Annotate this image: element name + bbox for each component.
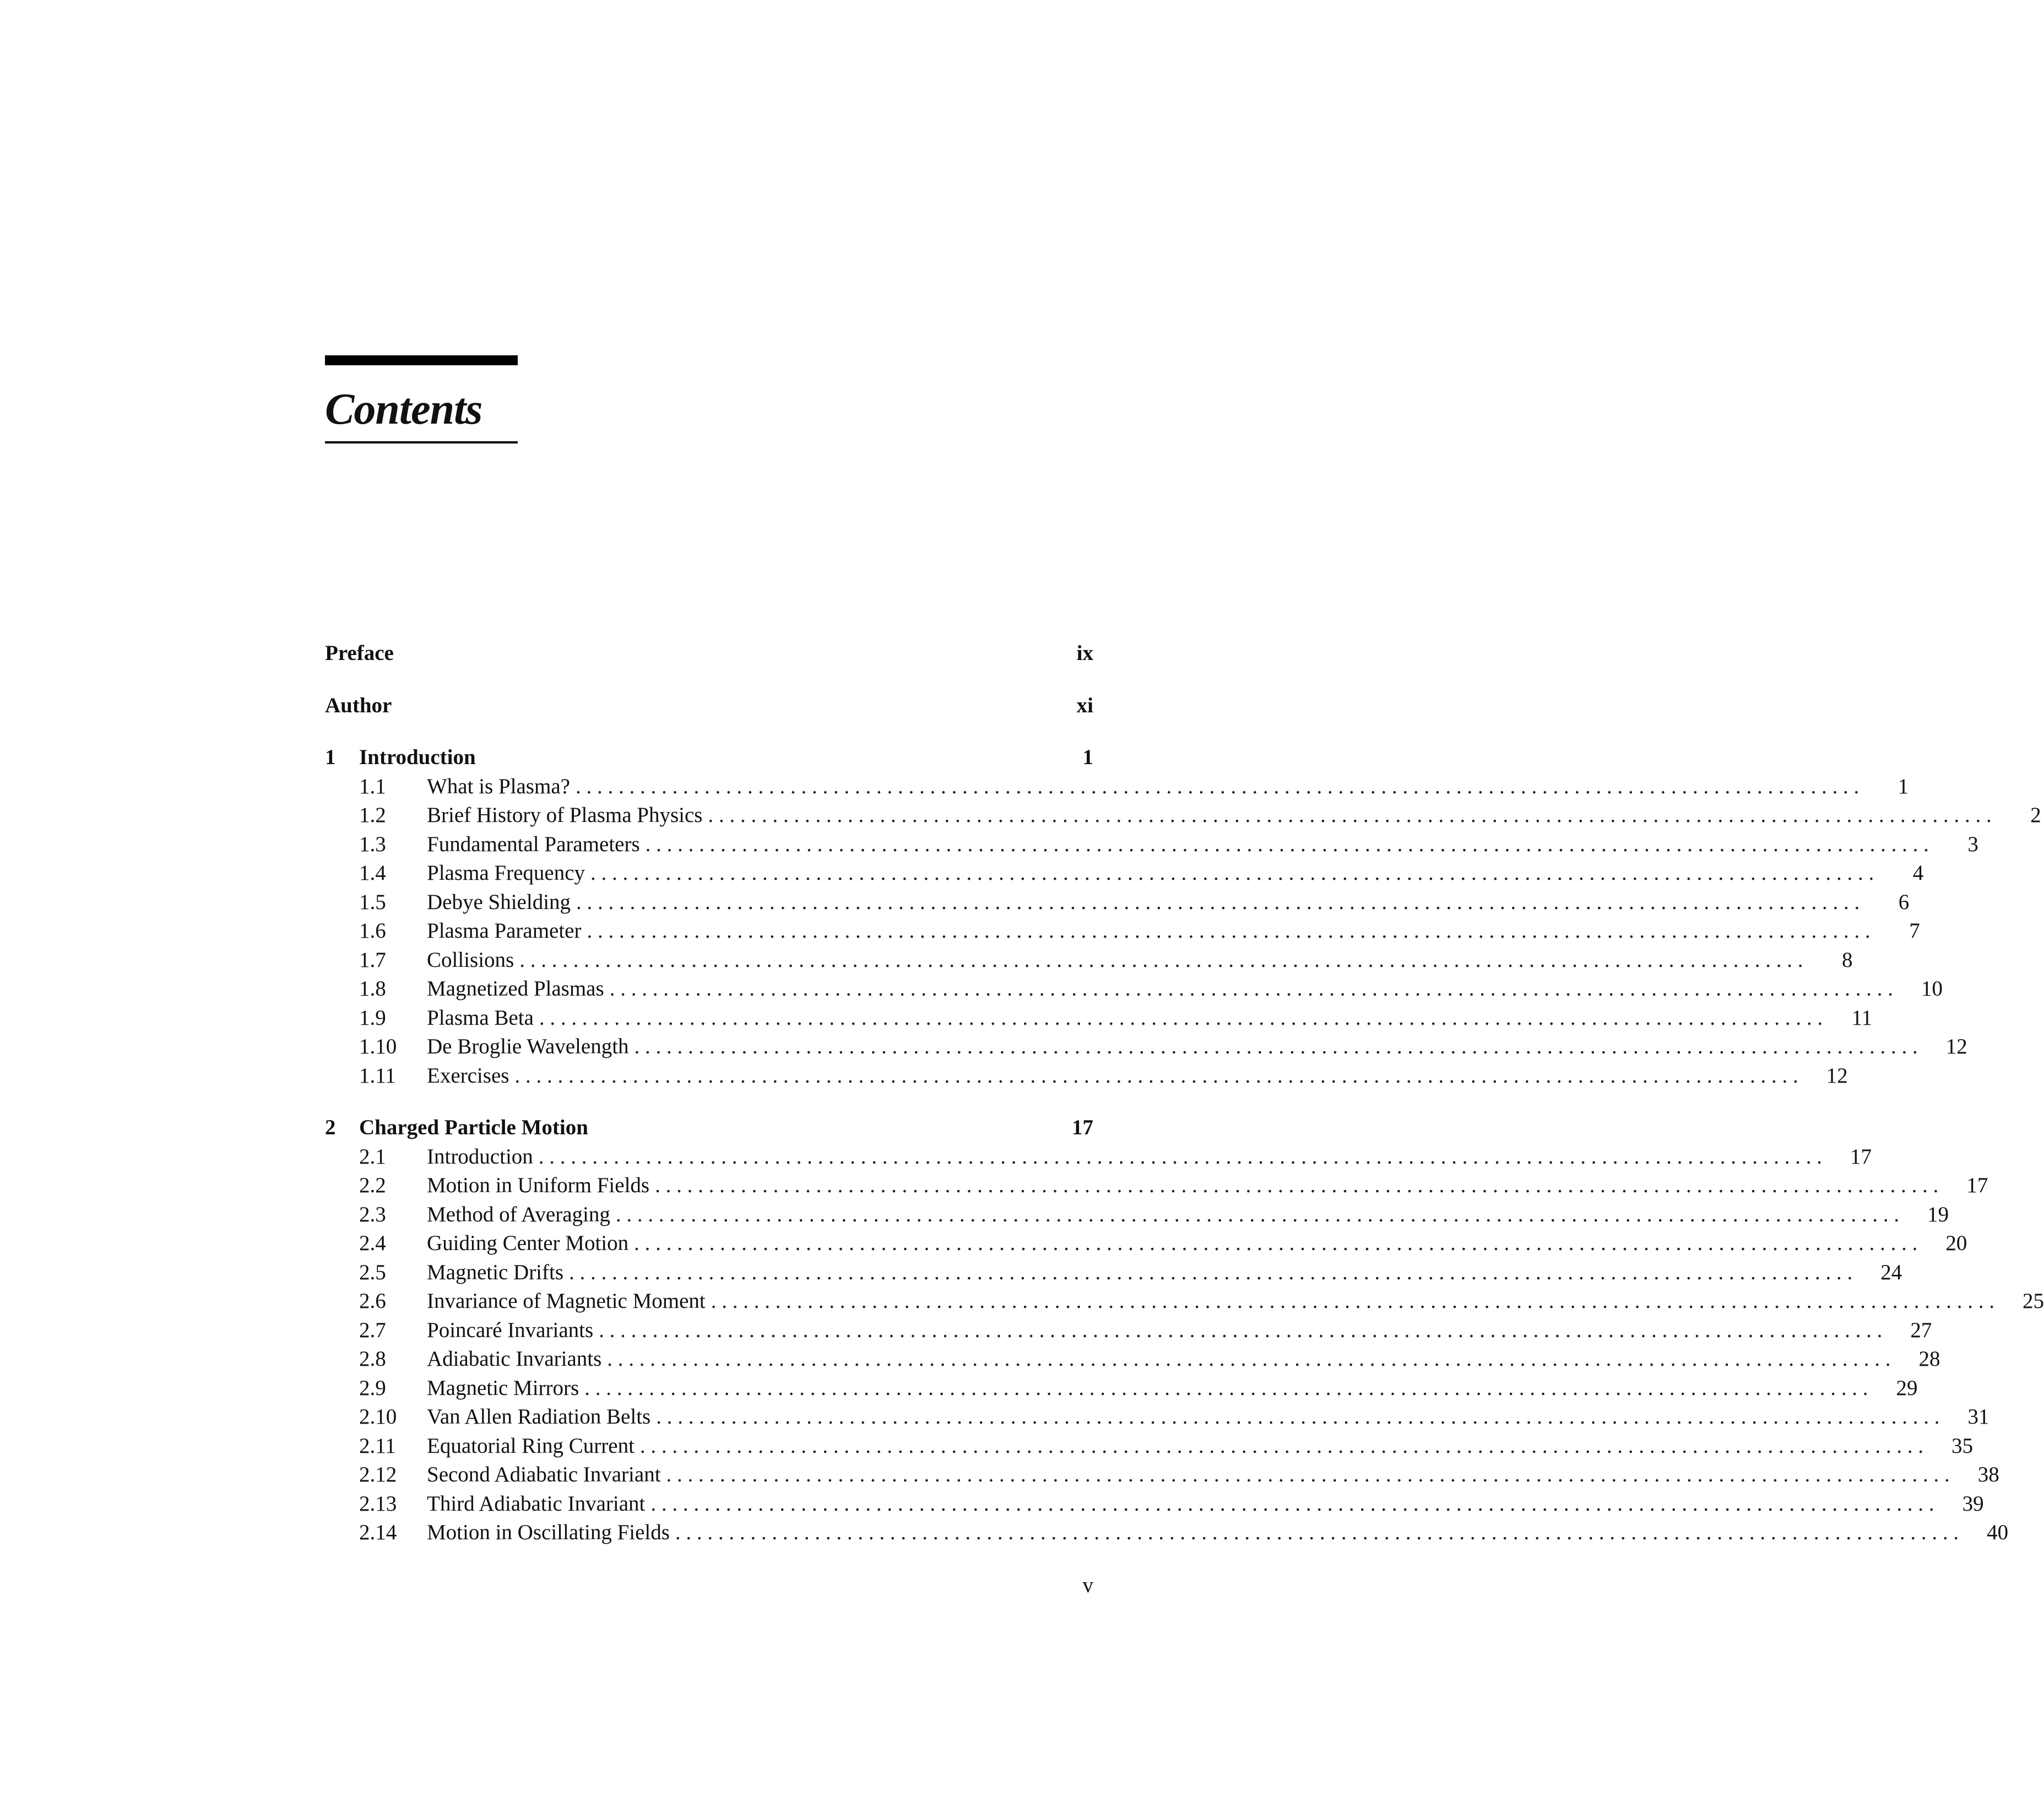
toc-section-entry[interactable] [325,1345,1940,1374]
dot-leader: . . . . . . . . . . . . . . . . . . . . . . . . . . . . . . . . . . . . . . . . . . . . . . . . . . . . . . . . . . . . . . . . . . . . . . . . . . . . . . . . . . . . . . . . . . . . . . . . . . . . . . . . . . . . . . . . . . . . . . . . [569,1260,1853,1284]
section-title: Third Adiabatic Invariant [427,1491,646,1516]
section-number: 2.6 [359,1289,386,1313]
dot-leader: . . . . . . . . . . . . . . . . . . . . . . . . . . . . . . . . . . . . . . . . . . . . . . . . . . . . . . . . . . . . . . . . . . . . . . . . . . . . . . . . . . . . . . . . . . . . . . . . . . . . . . . . . . . . . . . . . . . . . . . . [708,803,1992,827]
section-page: 24 [1880,1260,1902,1284]
toc-section-entry[interactable] [325,1316,1932,1345]
toc-section-entry[interactable] [325,1490,1984,1519]
toc-section-entry[interactable] [325,1287,2044,1316]
section-page: 10 [1921,977,1943,1000]
section-page: 28 [1918,1347,1940,1371]
section-title: Poincaré Invariants [427,1318,594,1342]
dot-leader: . . . . . . . . . . . . . . . . . . . . . . . . . . . . . . . . . . . . . . . . . . . . . . . . . . . . . . . . . . . . . . . . . . . . . . . . . . . . . . . . . . . . . . . . . . . . . . . . . . . . . . . . . . . . . . . . . . . . . . . . [655,1173,1939,1197]
section-title: Fundamental Parameters [427,832,640,856]
section-number: 2.8 [359,1347,386,1371]
section-page: 1 [1897,774,1909,798]
section-number: 1.3 [359,832,386,856]
toc-entry-title: Preface [325,641,394,665]
section-number: 1.8 [359,977,386,1000]
dot-leader: . . . . . . . . . . . . . . . . . . . . . . . . . . . . . . . . . . . . . . . . . . . . . . . . . . . . . . . . . . . . . . . . . . . . . . . . . . . . . . . . . . . . . . . . . . . . . . . . . . . . . . . . . . . . . . . . . . . . . . . . [650,1491,1934,1516]
toc-entry-page: xi [1076,693,1093,717]
section-number: 1.4 [359,861,386,885]
toc-section-entry[interactable] [325,1460,1999,1490]
dot-leader: . . . . . . . . . . . . . . . . . . . . . . . . . . . . . . . . . . . . . . . . . . . . . . . . . . . . . . . . . . . . . . . . . . . . . . . . . . . . . . . . . . . . . . . . . . . . . . . . . . . . . . . . . . . . . . . . . . . . . . . . [609,977,1893,1000]
dot-leader: . . . . . . . . . . . . . . . . . . . . . . . . . . . . . . . . . . . . . . . . . . . . . . . . . . . . . . . . . . . . . . . . . . . . . . . . . . . . . . . . . . . . . . . . . . . . . . . . . . . . . . . . . . . . . . . . . . . . . . . . [675,1521,1959,1544]
section-page: 39 [1962,1491,1984,1516]
section-title: De Broglie Wavelength [427,1035,629,1058]
top-thick-rule [325,355,518,365]
dot-leader: . . . . . . . . . . . . . . . . . . . . . . . . . . . . . . . . . . . . . . . . . . . . . . . . . . . . . . . . . . . . . . . . . . . . . . . . . . . . . . . . . . . . . . . . . . . . . . . . . . . . . . . . . . . . . . . . . . . . . . . . [538,1144,1823,1168]
section-page: 35 [1951,1433,1973,1458]
section-title: Invariance of Magnetic Moment [427,1289,706,1313]
dot-leader: . . . . . . . . . . . . . . . . . . . . . . . . . . . . . . . . . . . . . . . . . . . . . . . . . . . . . . . . . . . . . . . . . . . . . . . . . . . . . . . . . . . . . . . . . . . . . . . . . . . . . . . . . . . . . . . . . . . . . . . . [711,1289,1994,1313]
section-title: Magnetized Plasmas [427,977,604,1000]
section-number: 2.12 [359,1463,397,1486]
section-title: Plasma Frequency [427,861,585,885]
section-number: 2.3 [359,1202,386,1226]
bottom-thin-rule [325,441,518,443]
section-title: Motion in Oscillating Fields [427,1521,670,1544]
dot-leader: . . . . . . . . . . . . . . . . . . . . . . . . . . . . . . . . . . . . . . . . . . . . . . . . . . . . . . . . . . . . . . . . . . . . . . . . . . . . . . . . . . . . . . . . . . . . . . . . . . . . . . . . . . . . . . . . . . . . . . . . [519,948,1803,972]
section-page: 29 [1896,1376,1918,1400]
contents-header [325,355,518,443]
chapter-number: 1 [325,745,336,769]
section-page: 6 [1898,890,1910,914]
section-title: Method of Averaging [427,1202,610,1226]
dot-leader: . . . . . . . . . . . . . . . . . . . . . . . . . . . . . . . . . . . . . . . . . . . . . . . . . . . . . . . . . . . . . . . . . . . . . . . . . . . . . . . . . . . . . . . . . . . . . . . . . . . . . . . . . . . . . . . . . . . . . . . . [666,1463,1950,1486]
section-title: What is Plasma? [427,774,570,798]
section-number: 1.6 [359,919,386,943]
chapter-spacer [325,1090,1093,1113]
toc-section-entry[interactable] [325,1518,2009,1548]
section-title: Plasma Beta [427,1005,534,1030]
section-number: 1.9 [359,1005,386,1030]
chapter-page: 17 [1072,1116,1093,1139]
section-title: Exercises [427,1063,509,1087]
section-number: 2.1 [359,1144,386,1168]
toc-section-entry[interactable] [325,1062,1848,1091]
section-number: 2.9 [359,1376,386,1400]
section-page: 3 [1967,832,1978,856]
chapter-title: Charged Particle Motion [359,1116,588,1139]
toc-section-entry[interactable] [325,801,2041,830]
section-title: Van Allen Radiation Belts [427,1405,651,1429]
chapter-page: 1 [1082,745,1093,769]
page-folio: v [1082,1573,1093,1597]
section-title: Adiabatic Invariants [427,1347,602,1371]
toc-section-entry[interactable] [325,830,1978,859]
section-page: 25 [2022,1289,2044,1313]
chapter-number: 2 [325,1116,336,1139]
section-page: 31 [1967,1405,1989,1429]
section-page: 7 [1909,919,1920,943]
toc-section-entry[interactable] [325,1171,1988,1200]
toc-section-entry[interactable] [325,888,1910,917]
dot-leader: . . . . . . . . . . . . . . . . . . . . . . . . . . . . . . . . . . . . . . . . . . . . . . . . . . . . . . . . . . . . . . . . . . . . . . . . . . . . . . . . . . . . . . . . . . . . . . . . . . . . . . . . . . . . . . . . . . . . . . . . [607,1347,1891,1371]
section-page: 38 [1977,1463,1999,1486]
dot-leader: . . . . . . . . . . . . . . . . . . . . . . . . . . . . . . . . . . . . . . . . . . . . . . . . . . . . . . . . . . . . . . . . . . . . . . . . . . . . . . . . . . . . . . . . . . . . . . . . . . . . . . . . . . . . . . . . . . . . . . . . [584,1376,1868,1400]
section-page: 17 [1850,1144,1872,1168]
section-number: 1.11 [359,1063,396,1087]
section-title: Equatorial Ring Current [427,1433,635,1458]
dot-leader: . . . . . . . . . . . . . . . . . . . . . . . . . . . . . . . . . . . . . . . . . . . . . . . . . . . . . . . . . . . . . . . . . . . . . . . . . . . . . . . . . . . . . . . . . . . . . . . . . . . . . . . . . . . . . . . . . . . . . . . . [539,1005,1823,1030]
dot-leader: . . . . . . . . . . . . . . . . . . . . . . . . . . . . . . . . . . . . . . . . . . . . . . . . . . . . . . . . . . . . . . . . . . . . . . . . . . . . . . . . . . . . . . . . . . . . . . . . . . . . . . . . . . . . . . . . . . . . . . . . [514,1063,1798,1087]
toc-section-entry[interactable] [325,946,1853,975]
section-page: 4 [1912,861,1924,885]
section-number: 2.4 [359,1231,386,1255]
toc-front-matter-entry[interactable] [325,639,1093,668]
section-number: 1.7 [359,948,386,972]
section-title: Introduction [427,1144,533,1168]
toc-section-entry[interactable] [325,1200,1949,1230]
section-number: 2.13 [359,1491,397,1516]
section-page: 12 [1945,1035,1967,1058]
dot-leader: . . . . . . . . . . . . . . . . . . . . . . . . . . . . . . . . . . . . . . . . . . . . . . . . . . . . . . . . . . . . . . . . . . . . . . . . . . . . . . . . . . . . . . . . . . . . . . . . . . . . . . . . . . . . . . . . . . . . . . . . [576,890,1860,914]
section-number: 2.11 [359,1433,396,1458]
toc-chapter-entry[interactable] [325,743,1093,772]
dot-leader: . . . . . . . . . . . . . . . . . . . . . . . . . . . . . . . . . . . . . . . . . . . . . . . . . . . . . . . . . . . . . . . . . . . . . . . . . . . . . . . . . . . . . . . . . . . . . . . . . . . . . . . . . . . . . . . . . . . . . . . . [599,1318,1883,1342]
section-number: 2.2 [359,1173,386,1197]
toc-section-entry[interactable] [325,975,1943,1004]
section-title: Magnetic Drifts [427,1260,564,1284]
section-page: 27 [1910,1318,1932,1342]
section-number: 1.2 [359,803,386,827]
section-title: Brief History of Plasma Physics [427,803,703,827]
toc-section-entry[interactable] [325,1374,1918,1403]
dot-leader: . . . . . . . . . . . . . . . . . . . . . . . . . . . . . . . . . . . . . . . . . . . . . . . . . . . . . . . . . . . . . . . . . . . . . . . . . . . . . . . . . . . . . . . . . . . . . . . . . . . . . . . . . . . . . . . . . . . . . . . . [634,1035,1918,1058]
section-number: 2.7 [359,1318,386,1342]
toc-section-entry[interactable] [325,1432,1973,1461]
section-number: 1.10 [359,1035,397,1058]
section-number: 2.5 [359,1260,386,1284]
section-page: 17 [1966,1173,1988,1197]
dot-leader: . . . . . . . . . . . . . . . . . . . . . . . . . . . . . . . . . . . . . . . . . . . . . . . . . . . . . . . . . . . . . . . . . . . . . . . . . . . . . . . . . . . . . . . . . . . . . . . . . . . . . . . . . . . . . . . . . . . . . . . . [615,1202,1900,1226]
toc-section-entry[interactable] [325,917,1920,946]
toc-chapter-entry[interactable] [325,1113,1093,1143]
dot-leader: . . . . . . . . . . . . . . . . . . . . . . . . . . . . . . . . . . . . . . . . . . . . . . . . . . . . . . . . . . . . . . . . . . . . . . . . . . . . . . . . . . . . . . . . . . . . . . . . . . . . . . . . . . . . . . . . . . . . . . . . [645,832,1929,856]
dot-leader: . . . . . . . . . . . . . . . . . . . . . . . . . . . . . . . . . . . . . . . . . . . . . . . . . . . . . . . . . . . . . . . . . . . . . . . . . . . . . . . . . . . . . . . . . . . . . . . . . . . . . . . . . . . . . . . . . . . . . . . . [634,1231,1918,1255]
toc-front-matter-entry[interactable] [325,691,1093,721]
page-title: Contents [325,385,482,434]
dot-leader: . . . . . . . . . . . . . . . . . . . . . . . . . . . . . . . . . . . . . . . . . . . . . . . . . . . . . . . . . . . . . . . . . . . . . . . . . . . . . . . . . . . . . . . . . . . . . . . . . . . . . . . . . . . . . . . . . . . . . . . . [656,1405,1940,1429]
toc-entry-page: ix [1076,641,1093,665]
section-page: 8 [1841,948,1853,972]
toc-section-entry[interactable] [325,859,1924,888]
section-page: 20 [1945,1231,1967,1255]
section-number: 1.5 [359,890,386,914]
section-page: 40 [1987,1521,2009,1544]
section-title: Guiding Center Motion [427,1231,629,1255]
toc-entry-title: Author [325,693,392,717]
toc-section-entry[interactable] [325,1403,1989,1432]
section-title: Motion in Uniform Fields [427,1173,650,1197]
table-of-contents [325,639,2044,1548]
toc-section-entry[interactable] [325,1143,1872,1172]
toc-section-entry[interactable] [325,772,1909,802]
section-number: 2.10 [359,1405,397,1429]
section-number: 1.1 [359,774,386,798]
dot-leader: . . . . . . . . . . . . . . . . . . . . . . . . . . . . . . . . . . . . . . . . . . . . . . . . . . . . . . . . . . . . . . . . . . . . . . . . . . . . . . . . . . . . . . . . . . . . . . . . . . . . . . . . . . . . . . . . . . . . . . . . [590,861,1874,885]
section-title: Magnetic Mirrors [427,1376,579,1400]
section-page: 11 [1851,1005,1873,1030]
section-number: 2.14 [359,1521,397,1544]
dot-leader: . . . . . . . . . . . . . . . . . . . . . . . . . . . . . . . . . . . . . . . . . . . . . . . . . . . . . . . . . . . . . . . . . . . . . . . . . . . . . . . . . . . . . . . . . . . . . . . . . . . . . . . . . . . . . . . . . . . . . . . . [587,919,1870,943]
dot-leader: . . . . . . . . . . . . . . . . . . . . . . . . . . . . . . . . . . . . . . . . . . . . . . . . . . . . . . . . . . . . . . . . . . . . . . . . . . . . . . . . . . . . . . . . . . . . . . . . . . . . . . . . . . . . . . . . . . . . . . . . [575,774,1859,798]
section-page: 2 [2030,803,2041,827]
section-page: 12 [1826,1063,1848,1087]
toc-section-entry[interactable] [325,1032,1967,1062]
section-page: 19 [1927,1202,1949,1226]
toc-section-entry[interactable] [325,1258,1902,1287]
toc-section-entry[interactable] [325,1004,1873,1033]
section-title: Plasma Parameter [427,919,582,943]
toc-section-entry[interactable] [325,1229,1967,1258]
section-title: Second Adiabatic Invariant [427,1463,661,1486]
section-title: Collisions [427,948,514,972]
chapter-title: Introduction [359,745,476,769]
section-title: Debye Shielding [427,890,571,914]
dot-leader: . . . . . . . . . . . . . . . . . . . . . . . . . . . . . . . . . . . . . . . . . . . . . . . . . . . . . . . . . . . . . . . . . . . . . . . . . . . . . . . . . . . . . . . . . . . . . . . . . . . . . . . . . . . . . . . . . . . . . . . . [639,1433,1924,1458]
